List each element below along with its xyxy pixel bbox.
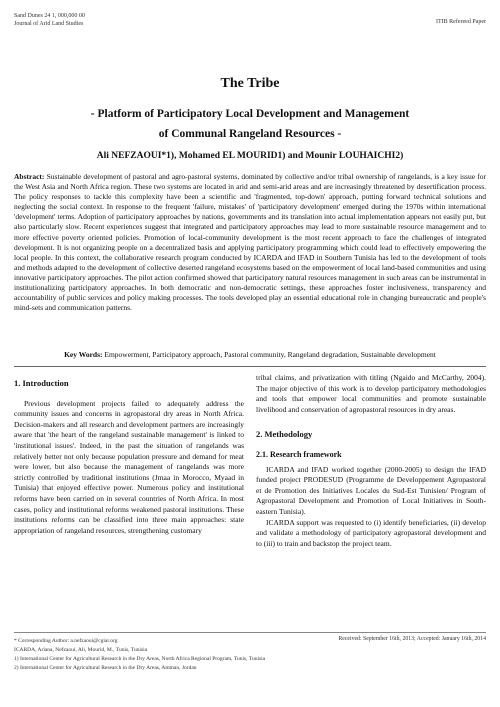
methodology-heading: 2. Methodology [256, 429, 313, 440]
introduction-heading: 1. Introduction [14, 378, 69, 388]
author-list: Ali NEFZAOUI*1), Mohamed EL MOURID1) and Mounir LOUHAICHI2) [96, 151, 404, 161]
left-column [14, 378, 244, 536]
journal-name: Journal of Arid Land Studies [14, 20, 84, 27]
research-framework-heading: 2.1. Research framework [256, 449, 342, 459]
keywords-label: Key Words: [64, 350, 103, 359]
abstract-label: Abstract: [14, 172, 45, 181]
subtitle-line-1: - Platform of Participatory Local Development and Management [90, 108, 410, 120]
footnotes [14, 637, 486, 673]
affiliation-2: 2) International Center for Agricultural Research in the Dry Areas, Amman, Jordan [14, 665, 197, 671]
journal-volume: Sand Dunes 24 1, 000,000 00 [14, 13, 85, 19]
journal-header [14, 13, 85, 28]
introduction-continuation: tribal claims, and privatization with titling (Ngaido and McCarthy, 2004). The major objective of this work is to develop participatory methodologies and tools that empower local communities and promote sustainable livelihood and conservation of agropastoral resources in dry areas. [256, 373, 486, 414]
paper-type: ITIB Refereed Paper [436, 19, 486, 25]
introduction-paragraph: Previous development projects failed to adequately address the community issues and concerns in agropastoral dry areas in North Africa. Decision-makers and all research and development partners are increasingly aware that 'the heart of the rangeland sustainable management' is linked to 'institutional issues'. Indeed, in the past the situation of rangelands was relatively better not only because population pressure and demand for meat were lower, but also because the management of rangelands was more strictly controlled by traditional institutions (Jmaa in Morocco, Myaad in Tunisia) that enjoyed effective power. Numerous policy and institutional reforms have been carried on in several countries of North Africa. In most cases, policy and institutional reforms weakened pastoral institutions. These institutions reforms can be classified into three main approaches: state appropriation of rangeland resources, strengthening customary [14, 398, 244, 535]
received-dates: Received: September 16th, 2013; Accepted: January 16th, 2014 [338, 636, 486, 642]
abstract [14, 172, 486, 313]
section-divider [14, 366, 486, 367]
subtitle-line-2: of Communal Rangeland Resources - [158, 128, 342, 140]
paper-title: The Tribe [220, 76, 280, 91]
corresponding-author: * Corresponding Author: a.nefzaoui@cgiar.org [14, 638, 118, 644]
paper-subtitle [20, 104, 480, 144]
keywords-text: Empowerment, Participatory approach, Pastoral community, Rangeland degradation, Sustainable development [104, 350, 436, 359]
abstract-text: Sustainable development of pastoral and agro-pastoral systems, dominated by collective and/or tribal ownership of rangelands, is a key issue for the West Asia and North Africa region. These two systems are located in arid and semi-arid areas and are increasingly threatened by desertification process. The policy responses to tackle this complexity have been a scientific and 'fragmented, top-down' approach, putting forward technical solutions and neglecting the social context. In response to the frequent 'failure, mistakes' of 'participatory development' emerged during the 1970s within international 'development' terms. Adoption of participatory approaches by nations, governments and its translation into actual implementation appears not easily put, but also particularly slow. Recent experiences suggest that integrated and participatory approaches may lead to more sustainable resource management and to more effective poverty oriented policies. Promotion of local-community development is the most recent approach to face the challenges of integrated development. It is not organizing people on a decentralized basis and applying participatory programming which could lead to effectively empowering the local people. In this context, the collaborative research program conducted by ICARDA and IFAD in Southern Tunisia has led to the development of tools and methods adapted to the development of collective deserted rangeland ecosystems based on the empowerment of local land-based communities and using innovative participatory approaches. The pilot action confirmed showed that participatory natural resources management in such areas can be instrumental in institutionalizing participatory approaches. In both democratic and non-democratic settings, these approaches foster inclusiveness, transparency and accountability of public services and policy making processes. The tools developed play an essential educational role in changing bureaucratic and people's mind-sets and communication patterns. [14, 172, 487, 313]
methodology-paragraph-1: ICARDA and IFAD worked together (2000-2005) to design the IFAD funded project PRODESUD (Programme de Developpement Agropastoral et de Promotion des Initiatives Locales du Sud-Est Tunisien/ Program of Agropastoral Development and Promotion of Local Initiatives in South-eastern Tunisia). [256, 464, 486, 516]
affiliation-1: 1) International Center for Agricultural Research in the Dry Areas, North Africa Regional Program, Tunis, Tunisia [14, 656, 266, 662]
right-column [256, 373, 486, 549]
affiliation-0: ICARDA, Ariana, Nefzaoui, Ali, Mourid, M., Tunis, Tunisia [14, 647, 148, 653]
footnote-divider [14, 632, 486, 633]
keywords [14, 350, 486, 359]
methodology-paragraph-2: ICARDA support was requested to (i) identify beneficiaries, (ii) develop and validate a methodology of participatory agropastoral development and to (iii) to train and backstop the project team. [256, 517, 486, 548]
